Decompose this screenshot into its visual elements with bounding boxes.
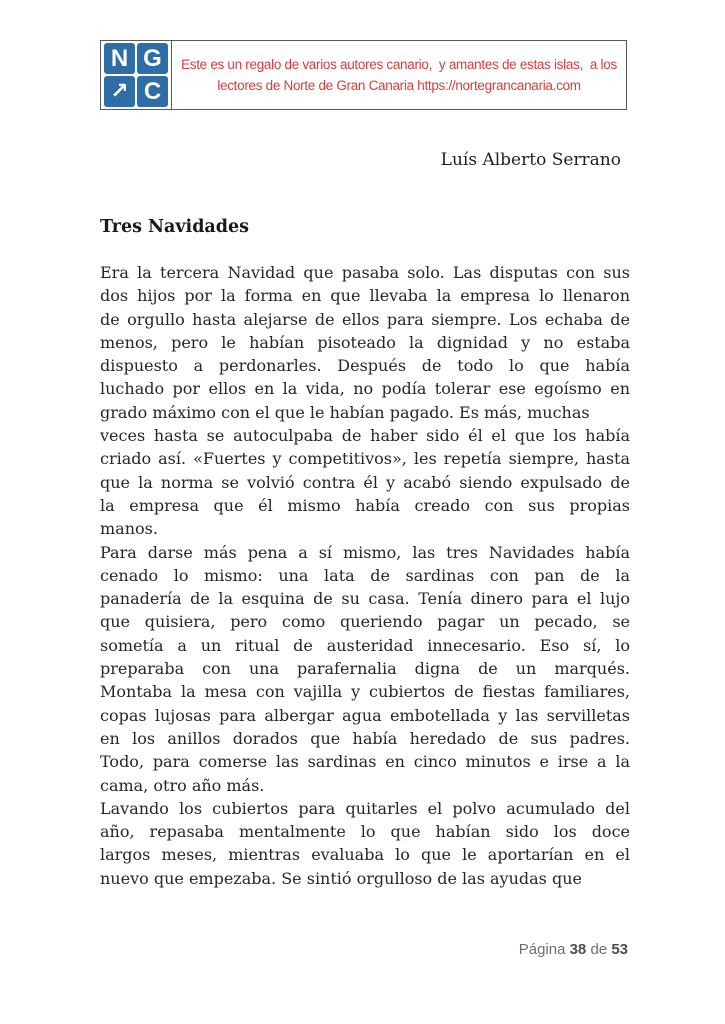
body-line: Lavando los cubiertos para quitarles el polvo acumulado del <box>100 798 630 818</box>
logo-letter-g: G <box>137 43 168 74</box>
body-line: dispuesto a perdonarles. Después de todo lo que había <box>100 356 630 376</box>
page-title: Tres Navidades <box>100 217 249 237</box>
body-line: manos. <box>100 519 158 539</box>
body-line: copas lujosas para albergar agua embotellada y las servilletas <box>100 705 630 725</box>
footer-total-pages: 53 <box>611 941 628 958</box>
website-link[interactable]: https://nortegrancanaria.com <box>417 78 581 93</box>
header-note-box <box>100 40 627 110</box>
header-note-text <box>172 41 626 109</box>
author-name: Luís Alberto Serrano <box>440 150 621 170</box>
body-line: nuevo que empezaba. Se sintió orgulloso de las ayudas que <box>100 868 582 888</box>
body-line: en los anillos dorados que había heredado de sus padres. <box>100 728 630 748</box>
body-line: de orgullo hasta alejarse de ellos para siempre. Los echaba de <box>100 309 630 329</box>
header-note-line2 <box>217 75 580 96</box>
body-line: cenado lo mismo: una lata de sardinas con pan de la <box>100 565 630 585</box>
header-note-line1: Este es un regalo de varios autores canario, y amantes de estas islas, a los <box>181 57 617 72</box>
body-line: veces hasta se autoculpaba de haber sido él el que los había <box>100 426 630 446</box>
ngc-logo <box>101 41 172 109</box>
body-line: Para darse más pena a sí mismo, las tres Navidades había <box>100 542 630 562</box>
body-line: cama, otro año más. <box>100 775 265 795</box>
body-line: dos hijos por la forma en que llevaba la empresa lo llenaron <box>100 286 630 306</box>
ngc-logo-grid <box>104 43 168 107</box>
body-line: año, repasaba mentalmente lo que habían sido los doce <box>100 822 630 842</box>
body-text <box>100 261 630 890</box>
footer-label: Página <box>518 941 570 958</box>
body-line: Todo, para comerse las sardinas en cinco minutos e irse a la <box>100 752 630 772</box>
body-line: que quisiera, pero como queriendo pagar un pecado, se <box>100 612 630 632</box>
body-line: menos, pero le habían pisoteado la dignidad y no estaba <box>100 332 630 352</box>
body-line: panadería de la esquina de su casa. Tenía dinero para el lujo <box>100 589 630 609</box>
header-note-line2-text: lectores de Norte de Gran Canaria <box>217 78 418 93</box>
arrow-northeast-icon: ↗ <box>104 76 135 107</box>
logo-letter-n: N <box>104 43 135 74</box>
body-line: la empresa que él mismo había creado con sus propias <box>100 495 630 515</box>
body-line: largos meses, mientras evaluaba lo que le aportarían en el <box>100 845 630 865</box>
body-line: Era la tercera Navidad que pasaba solo. Las disputas con sus <box>100 263 630 282</box>
body-line: Montaba la mesa con vajilla y cubiertos de fiestas familiares, <box>100 682 630 702</box>
logo-letter-c: C <box>137 76 168 107</box>
footer-current-page: 38 <box>569 941 587 958</box>
body-line: grado máximo con el que le habían pagado. Es más, muchas <box>100 402 590 422</box>
page-number <box>100 941 628 958</box>
body-line: sometía a un ritual de austeridad innecesario. Eso sí, lo <box>100 635 630 655</box>
body-line: que la norma se volvió contra él y acabó siendo expulsado de <box>100 472 630 492</box>
body-line: preparaba con una parafernalia digna de un marqués. <box>100 659 630 679</box>
body-line: criado así. «Fuertes y competitivos», les repetía siempre, hasta <box>100 449 630 469</box>
footer-separator: de <box>586 941 612 958</box>
body-line: luchado por ellos en la vida, no podía tolerar ese egoísmo en <box>100 379 630 399</box>
